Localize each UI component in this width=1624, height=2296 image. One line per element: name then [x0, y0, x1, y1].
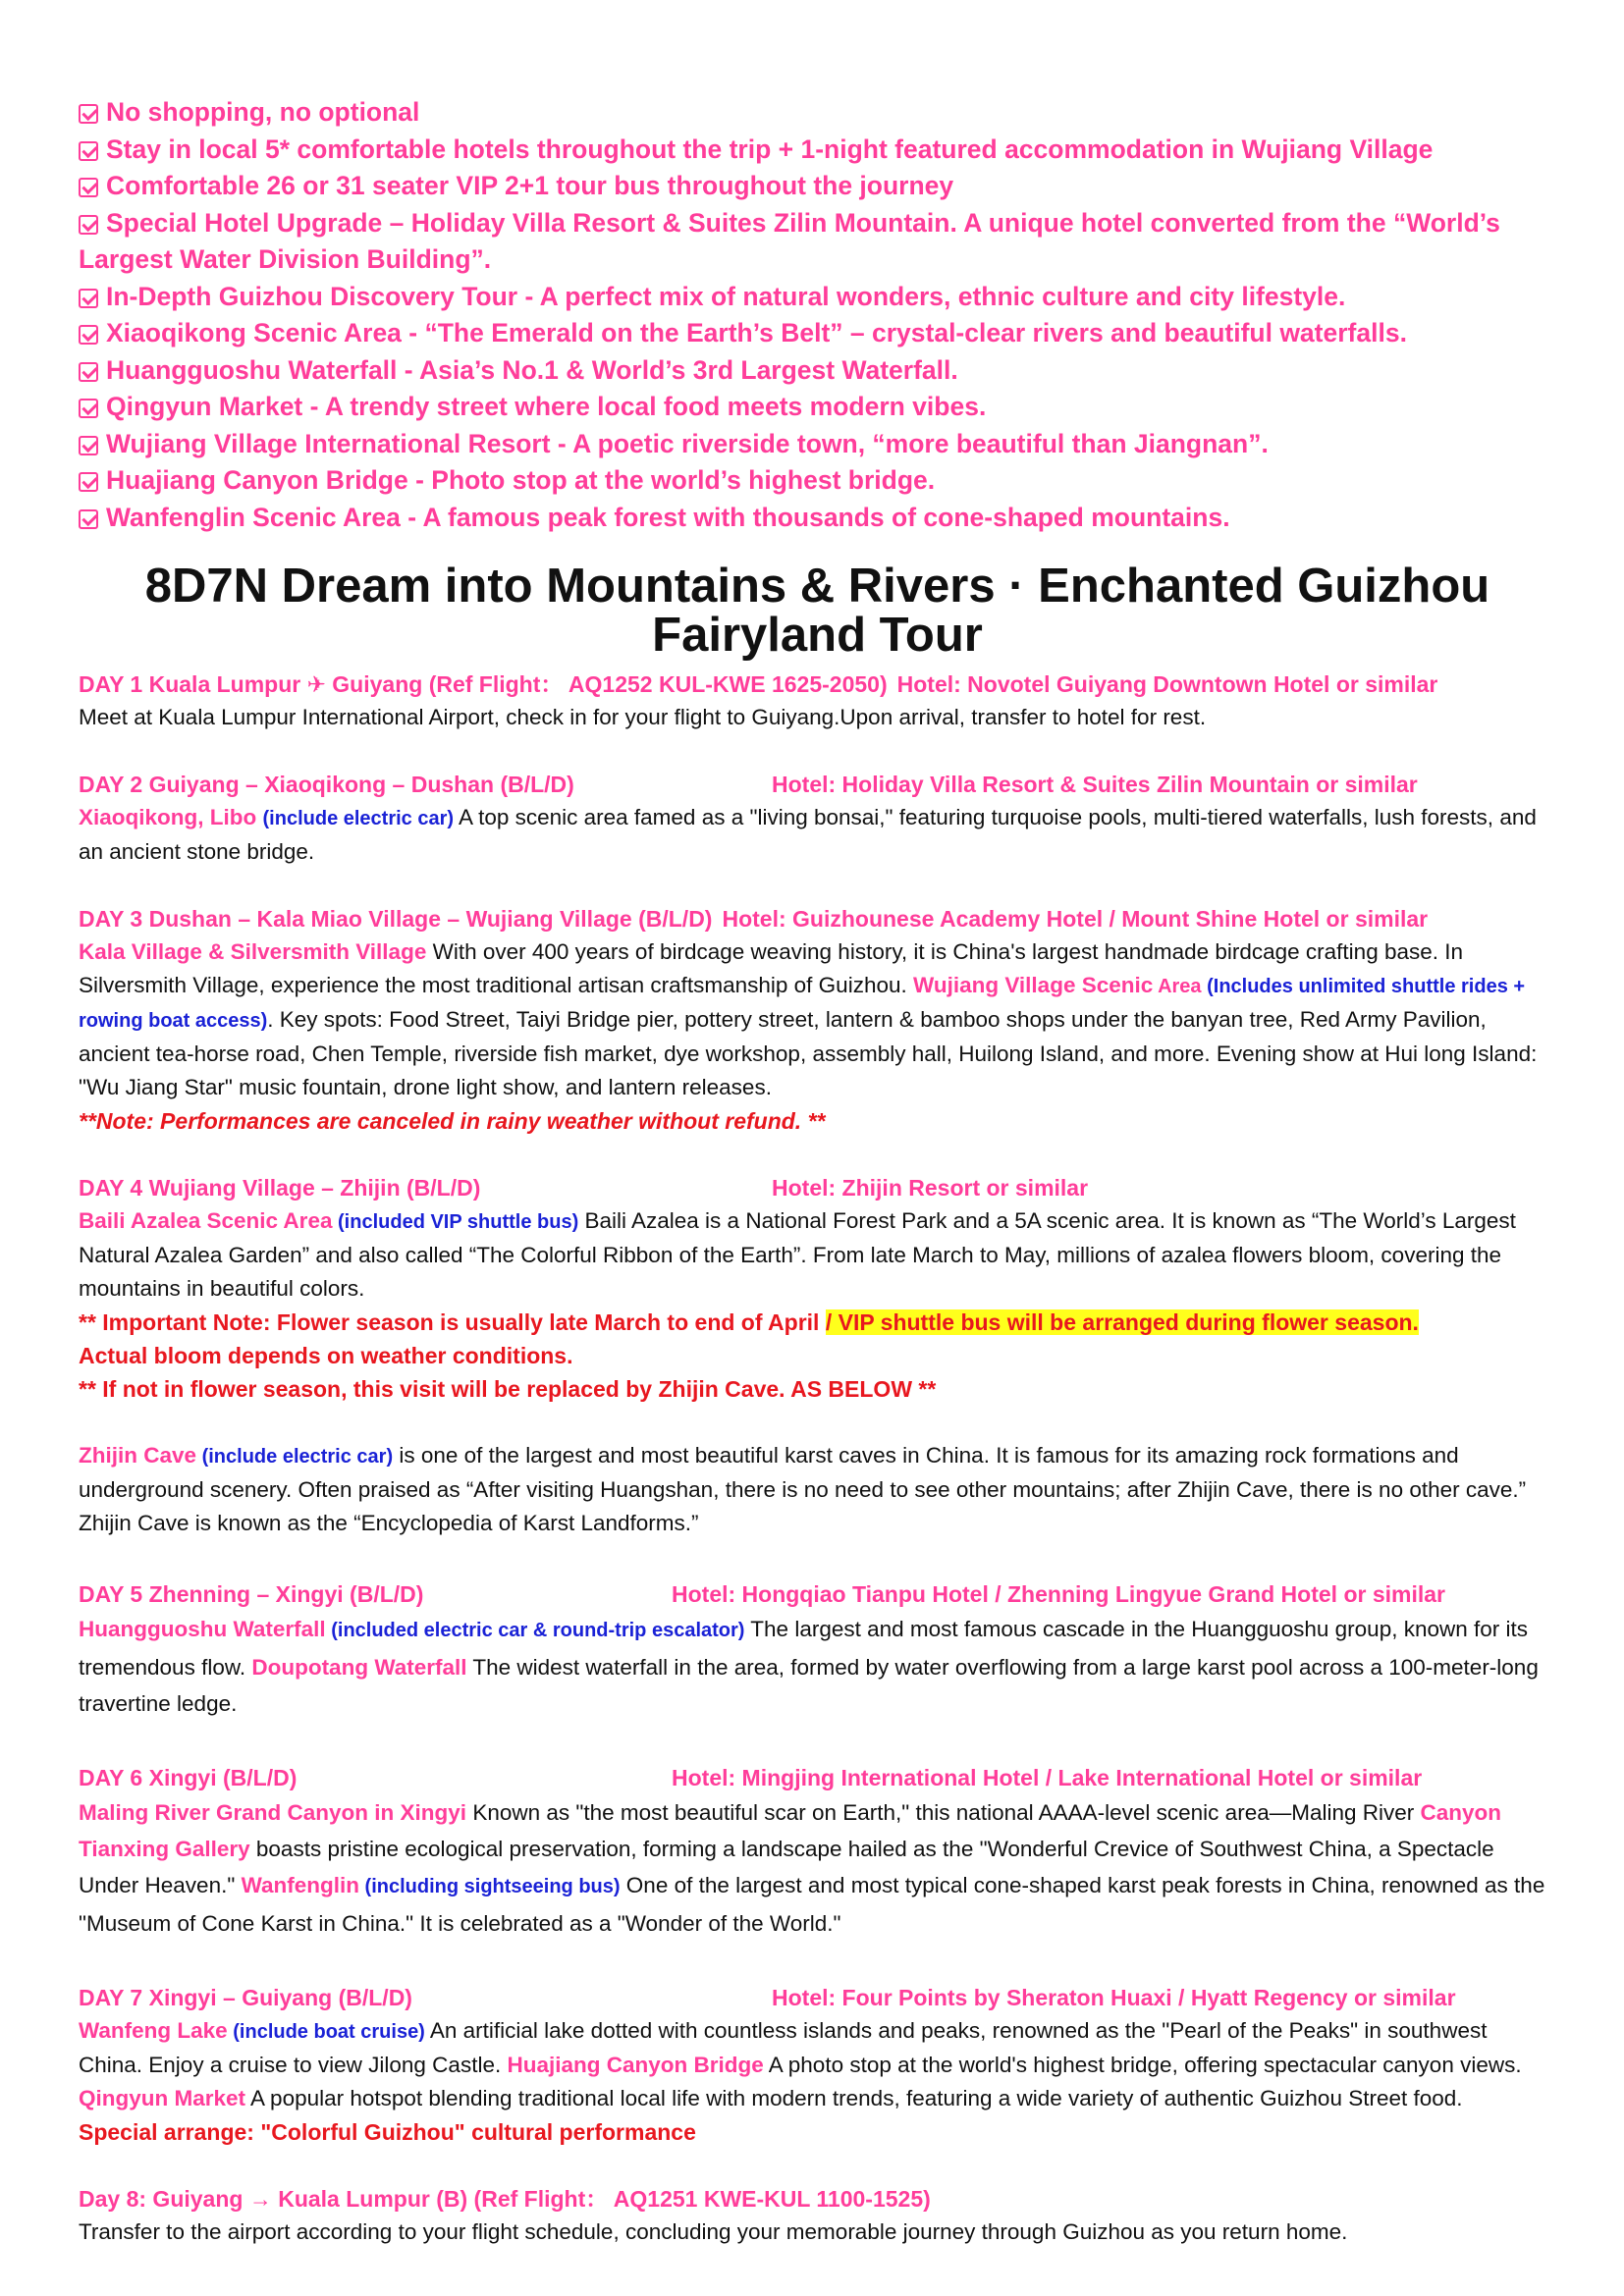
spot-name: Canyon Tianxing Gallery [79, 1800, 1502, 1861]
day-2-section [79, 768, 1556, 869]
day-5-section [79, 1577, 1556, 1722]
checkbox-icon [79, 325, 98, 345]
checkbox-icon [79, 178, 98, 197]
day-4-hotel: Hotel: Zhijin Resort or similar [772, 1175, 1089, 1201]
highlight-item: Wanfenglin Scenic Area - A famous peak forest with thousands of cone-shaped mountains. [79, 500, 1556, 537]
highlight-item: No shopping, no optional [79, 94, 1556, 132]
spot-name: Wanfenglin [241, 1873, 359, 1897]
highlight-item: Stay in local 5* comfortable hotels throughout the trip + 1-night featured accommodation in Wujiang Village [79, 132, 1556, 169]
checkbox-icon [79, 509, 98, 529]
spot-note: (include boat cruise) [227, 2021, 425, 2043]
spot-name: Kala Village & Silversmith Village [79, 939, 427, 964]
checkbox-icon [79, 436, 98, 455]
day-6-text: Maling River Grand Canyon in Xingyi Known as "the most beautiful scar on Earth," this national AAAA-level scenic area—Maling River Canyon Tianxing Gallery boasts pristine ecological preservation, forming a landscape hailed as the "Wonderful Crevice of Southwest China, a Spectacle Under Heaven." Wanfenglin (including sightseeing bus) One of the largest and most typical cone-shaped karst peak forests in China, renowned as the "Museum of Cone Karst in China." It is celebrated as a "Wonder of the World." [79, 1800, 1545, 1936]
day-7-hotel: Hotel: Four Points by Sheraton Huaxi / Hyatt Regency or similar [772, 1985, 1456, 2010]
day-4-heading: DAY 4 Wujiang Village – Zhijin (B/L/D) Hotel: Zhijin Resort or similar [79, 1171, 1556, 1204]
spot-note: (include electric car) [196, 1446, 394, 1468]
day-5-heading: DAY 5 Zhenning – Xingyi (B/L/D) Hotel: Hongqiao Tianpu Hotel / Zhenning Lingyue Grand Hotel or similar [79, 1577, 1556, 1611]
spot-note: (include electric car) [262, 808, 455, 829]
day-2-hotel: Hotel: Holiday Villa Resort & Suites Zilin Mountain or similar [772, 772, 1418, 797]
spot-name: Qingyun Market [79, 2086, 246, 2110]
highlight-item: Special Hotel Upgrade – Holiday Villa Resort & Suites Zilin Mountain. A unique hotel converted from the “World’s Largest Water Division Building”. [79, 207, 1500, 274]
day-2-heading: DAY 2 Guiyang – Xiaoqikong – Dushan (B/L/D) Hotel: Holiday Villa Resort & Suites Zilin Mountain or similar [79, 768, 1556, 801]
day-7-section [79, 1981, 1556, 2149]
highlight-item: Comfortable 26 or 31 seater VIP 2+1 tour bus throughout the journey [79, 168, 1556, 205]
spot-name: Doupotang Waterfall [251, 1655, 467, 1680]
highlights-list [79, 94, 1556, 536]
highlight-item: Huajiang Canyon Bridge - Photo stop at the world’s highest bridge. [79, 462, 1556, 500]
spot-name: Wanfeng Lake [79, 2018, 228, 2043]
checkbox-icon [79, 472, 98, 492]
day-1-text: Meet at Kuala Lumpur International Airport, check in for your flight to Guiyang.Upon arrival, transfer to hotel for rest. [79, 705, 1207, 729]
checkbox-icon [79, 399, 98, 418]
checkbox-icon [79, 215, 98, 235]
day-8-section [79, 2182, 1556, 2249]
arrow-right-icon: → [248, 2186, 272, 2212]
day-3-section [79, 902, 1556, 1138]
day-4-section [79, 1171, 1556, 1540]
highlight-item: Xiaoqikong Scenic Area - “The Emerald on the Earth’s Belt” – crystal-clear rivers and beautiful waterfalls. [79, 315, 1556, 352]
day-2-text: Xiaoqikong, Libo (include electric car) A top scenic area famed as a "living bonsai," featuring turquoise pools, multi-tiered waterfalls, lush forests, and an ancient stone bridge. [79, 805, 1537, 864]
day-8-text: Transfer to the airport according to your flight schedule, concluding your memorable journey through Guizhou as you return home. [79, 2219, 1348, 2244]
spot-name: Zhijin Cave [79, 1443, 197, 1468]
day-6-hotel: Hotel: Mingjing International Hotel / Lake International Hotel or similar [672, 1765, 1423, 1790]
day-6-section [79, 1761, 1556, 1942]
day-3-text: Kala Village & Silversmith Village With over 400 years of birdcage weaving history, it is China's largest handmade birdcage crafting base. In Silversmith Village, experience the most traditional artisan craftsmanship of Guizhou. Wujiang Village Scenic Area (Includes unlimited shuttle rides + rowing boat access). Key spots: Food Street, Taiyi Bridge pier, pottery street, lantern & bamboo shops under the banyan tree, Red Army Pavilion, ancient tea-horse road, Chen Temple, riverside fish market, dye workshop, assembly hall, Huilong Island, and more. Evening show at Hui long Island: "Wu Jiang Star" music fountain, drone light show, and lantern releases. [79, 939, 1538, 1099]
day-1-hotel: Hotel: Novotel Guiyang Downtown Hotel or similar [896, 671, 1438, 697]
spot-note: (Includes unlimited shuttle rides + rowing boat access) [79, 976, 1526, 1032]
day-4-text: Baili Azalea Scenic Area (included VIP shuttle bus) Baili Azalea is a National Forest Park and a 5A scenic area. It is known as “The World’s Largest Natural Azalea Garden” and also called “The Colorful Ribbon of the Earth”. From late March to May, millions of azalea flowers bloom, covering the mountains in beautiful colors. [79, 1208, 1516, 1301]
day-4-alt-text: Zhijin Cave (include electric car) is one of the largest and most beautiful karst caves in China. It is famous for its amazing rock formations and underground scenery. Often praised as “After visiting Huangshan, there is no need to see other mountains; after Zhijin Cave, there is no other cave.” Zhijin Cave is known as the “Encyclopedia of Karst Landforms.” [79, 1443, 1527, 1535]
spot-name: Wujiang Village Scenic [913, 973, 1154, 997]
spot-note: (included VIP shuttle bus) [332, 1211, 579, 1233]
spot-name: Xiaoqikong, Libo [79, 805, 257, 829]
spot-note: (including sightseeing bus) [358, 1876, 621, 1897]
highlight-item: Huangguoshu Waterfall - Asia’s No.1 & World’s 3rd Largest Waterfall. [79, 352, 1556, 390]
day-7-special: Special arrange: "Colorful Guizhou" cultural performance [79, 2119, 696, 2145]
spot-name: Maling River Grand Canyon in Xingyi [79, 1800, 467, 1825]
spot-name: Huajiang Canyon Bridge [507, 2053, 764, 2077]
day-8-heading: Day 8: Guiyang → Kuala Lumpur (B) (Ref Flight： AQ1251 KWE-KUL 1100-1525) [79, 2186, 931, 2212]
day-7-text: Wanfeng Lake (include boat cruise) An artificial lake dotted with countless islands and peaks, renowned as the "Pearl of the Peaks" in southwest China. Enjoy a cruise to view Jilong Castle. Huajiang Canyon Bridge A photo stop at the world's highest bridge, offering spectacular canyon views. Qingyun Market A popular hotspot blending traditional local life with modern trends, featuring a wide variety of authentic Guizhou Street food. [79, 2018, 1522, 2110]
tour-title: 8D7N Dream into Mountains & Rivers · Enchanted Guizhou Fairyland Tour [144, 560, 1490, 662]
day-1-heading: DAY 1 Kuala Lumpur ✈ Guiyang (Ref Flight： AQ1252 KUL-KWE 1625-2050) Hotel: Novotel Guiyang Downtown Hotel or similar [79, 667, 1556, 701]
day-4-important-note: ** Important Note: Flower season is usually late March to end of April / VIP shuttle bus will be arranged during flower season. Actual bloom depends on weather conditions. ** If not in flower season, this visit will be replaced by Zhijin Cave. AS BELOW ** [79, 1309, 1419, 1402]
day-1-section [79, 667, 1556, 734]
day-3-heading: DAY 3 Dushan – Kala Miao Village – Wujiang Village (B/L/D) Hotel: Guizhounese Academy Hotel / Mount Shine Hotel or similar [79, 906, 1429, 932]
spot-name: Baili Azalea Scenic Area [79, 1208, 333, 1233]
day-6-heading: DAY 6 Xingyi (B/L/D) Hotel: Mingjing International Hotel / Lake International Hotel or similar [79, 1761, 1556, 1794]
checkbox-icon [79, 141, 98, 161]
day-3-hotel: Hotel: Guizhounese Academy Hotel / Mount Shine Hotel or similar [722, 906, 1429, 932]
highlight-item: Wujiang Village International Resort - A poetic riverside town, “more beautiful than Jiangnan”. [79, 426, 1556, 463]
checkbox-icon [79, 104, 98, 124]
day-5-hotel: Hotel: Hongqiao Tianpu Hotel / Zhenning Lingyue Grand Hotel or similar [672, 1581, 1445, 1607]
day-3-warning: **Note: Performances are canceled in rainy weather without refund. ** [79, 1108, 826, 1134]
itinerary-page [79, 94, 1556, 2249]
highlight-item: Qingyun Market - A trendy street where local food meets modern vibes. [79, 389, 1556, 426]
checkbox-icon [79, 289, 98, 308]
day-7-heading: DAY 7 Xingyi – Guiyang (B/L/D) Hotel: Four Points by Sheraton Huaxi / Hyatt Regency or similar [79, 1981, 1556, 2014]
day-5-text: Huangguoshu Waterfall (included electric car & round-trip escalator) The largest and most famous cascade in the Huangguoshu group, known for its tremendous flow. Doupotang Waterfall The widest waterfall in the area, formed by water overflowing from a large karst pool across a 100-meter-long travertine ledge. [79, 1617, 1539, 1716]
spot-note: (included electric car & round-trip escalator) [325, 1620, 745, 1641]
highlight-item: In-Depth Guizhou Discovery Tour - A perfect mix of natural wonders, ethnic culture and city lifestyle. [79, 279, 1556, 316]
spot-name: Huangguoshu Waterfall [79, 1617, 326, 1641]
checkbox-icon [79, 362, 98, 382]
airplane-icon: ✈ [306, 671, 326, 697]
